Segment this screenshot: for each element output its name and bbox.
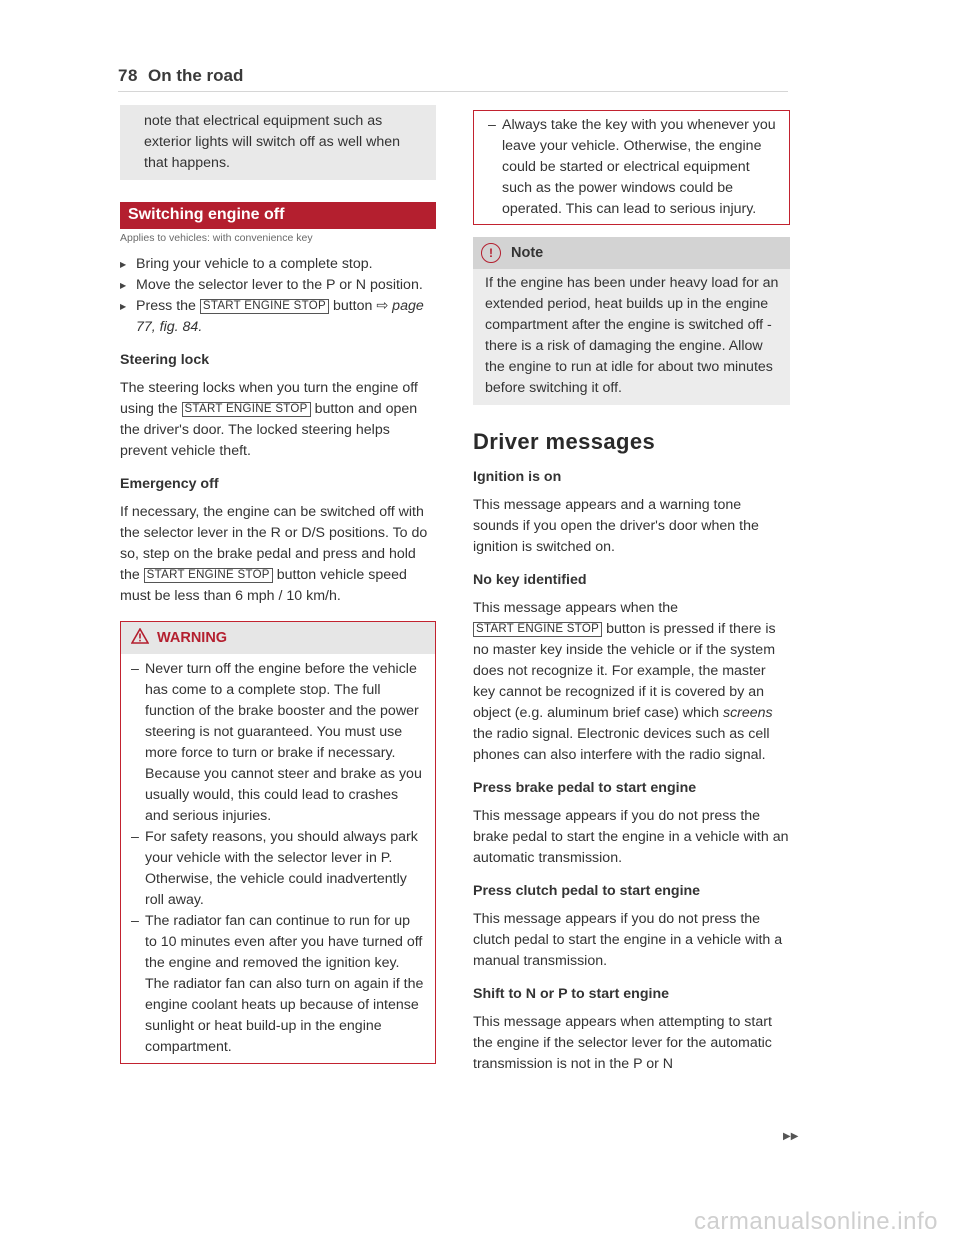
watermark: carmanualsonline.info bbox=[694, 1208, 938, 1235]
warning-list bbox=[129, 659, 425, 1058]
continue-arrow-icon: ▶▶ bbox=[783, 1131, 799, 1142]
page-number: 78 bbox=[118, 66, 138, 85]
driver-messages-heading: Driver messages bbox=[473, 429, 656, 454]
warning-title bbox=[121, 622, 435, 654]
note-icon: ! bbox=[481, 243, 501, 263]
shift-text: This message appears when attempting to start the engine if the selector lever for the automatic transmission is not in the P or N bbox=[473, 1014, 772, 1072]
start-engine-stop-key: START ENGINE STOP bbox=[200, 299, 329, 314]
ignition-on-heading: Ignition is on bbox=[473, 469, 562, 485]
start-engine-stop-key: START ENGINE STOP bbox=[182, 402, 311, 417]
note-label: Note bbox=[511, 245, 544, 261]
steering-lock-text bbox=[120, 378, 436, 462]
warning-item: – The radiator fan can continue to run for up to 10 minutes even after you have turned off the engine and removed the ignition key. The radiator fan can also turn on again if the engine coolant heats up because of intense sunlight or heat build-up in the engine compartment. bbox=[129, 911, 425, 1058]
emphasis-text: screens bbox=[722, 705, 773, 721]
note-title bbox=[473, 237, 790, 269]
shift-heading: Shift to N or P to start engine bbox=[473, 986, 670, 1002]
left-column bbox=[120, 105, 436, 1064]
step-text: Press the bbox=[136, 298, 200, 314]
warning-triangle-icon bbox=[131, 628, 149, 648]
brake-pedal-heading: Press brake pedal to start engine bbox=[473, 780, 697, 796]
intro-note: note that electrical equipment such as exterior lights will switch off as well when that happens. bbox=[120, 105, 436, 180]
paragraph-text: If necessary, the engine can be switched off with the selector lever in the R or D/S positions. To do so, step on the brake pedal and press and hold the bbox=[120, 504, 428, 583]
paragraph-text: button is pressed if there is no master key inside the vehicle or if the system does not recognize it. For example, the master key cannot be recognized if it is covered by an object (e.g. aluminum brief case) which bbox=[473, 621, 776, 721]
switching-engine-off-heading: Switching engine off bbox=[120, 202, 436, 229]
note-text: If the engine has been under heavy load for an extended period, heat builds up in the engine compartment after the engine is switched off - there is a risk of damaging the engine. Allow the engine to run at idle for about two minutes before switching it off. bbox=[485, 275, 779, 396]
paragraph-text: button and open the driver's door. The locked steering helps prevent vehicle theft. bbox=[120, 401, 418, 459]
emergency-off-text bbox=[120, 502, 436, 607]
steps-list bbox=[120, 254, 436, 338]
warning-list bbox=[486, 115, 779, 220]
page-reference-link[interactable]: ⇨ page 77, fig. 84. bbox=[136, 298, 424, 335]
warning-box bbox=[120, 621, 436, 1064]
paragraph-text: This message appears when the bbox=[473, 600, 679, 616]
paragraph-text: button vehicle speed must be less than 6 mph / 10 km/h. bbox=[120, 567, 407, 604]
step-item: ▶ Move the selector lever to the P or N position. bbox=[120, 275, 436, 296]
ignition-on-text: This message appears and a warning tone sounds if you open the driver's door when the ignition is switched on. bbox=[473, 497, 759, 555]
paragraph-text: the radio signal. Electronic devices such as cell phones can also interfere with the radio signal. bbox=[473, 726, 770, 763]
no-key-heading: No key identified bbox=[473, 572, 587, 588]
note-box bbox=[473, 237, 790, 405]
paragraph-text: The steering locks when you turn the engine off using the bbox=[120, 380, 418, 417]
warning-item: – Always take the key with you whenever you leave your vehicle. Otherwise, the engine could be started or electrical equipment such as the power windows could be operated. This can lead to serious injury. bbox=[486, 115, 779, 220]
emergency-off-heading: Emergency off bbox=[120, 476, 219, 492]
right-column bbox=[473, 110, 790, 1075]
step-item: ▶ Bring your vehicle to a complete stop. bbox=[120, 254, 436, 275]
brake-pedal-text: This message appears if you do not press the brake pedal to start the engine in a vehicle with an automatic transmission. bbox=[473, 808, 789, 866]
warning-label: WARNING bbox=[157, 630, 228, 646]
warning-continuation-box bbox=[473, 110, 790, 225]
step-item bbox=[120, 296, 436, 338]
warning-body bbox=[121, 654, 435, 1063]
step-text: button bbox=[329, 298, 377, 314]
start-engine-stop-key: START ENGINE STOP bbox=[473, 622, 602, 637]
applies-to: Applies to vehicles: with convenience key bbox=[120, 232, 313, 244]
steering-lock-heading: Steering lock bbox=[120, 352, 210, 368]
warning-item: – For safety reasons, you should always park your vehicle with the selector lever in P. Otherwise, the vehicle could inadvertently roll away. bbox=[129, 827, 425, 911]
section-title: On the road bbox=[148, 66, 244, 85]
clutch-pedal-text: This message appears if you do not press the clutch pedal to start the engine in a vehicle with a manual transmission. bbox=[473, 911, 783, 969]
start-engine-stop-key: START ENGINE STOP bbox=[144, 568, 273, 583]
no-key-text bbox=[473, 598, 790, 766]
page-header bbox=[118, 66, 788, 92]
warning-item: – Never turn off the engine before the vehicle has come to a complete stop. The full function of the brake booster and the power steering is not guaranteed. You must use more force to turn or brake if necessary. Because you cannot steer and brake as you usually would, this could lead to crashes and serious injuries. bbox=[129, 659, 425, 827]
clutch-pedal-heading: Press clutch pedal to start engine bbox=[473, 883, 701, 899]
